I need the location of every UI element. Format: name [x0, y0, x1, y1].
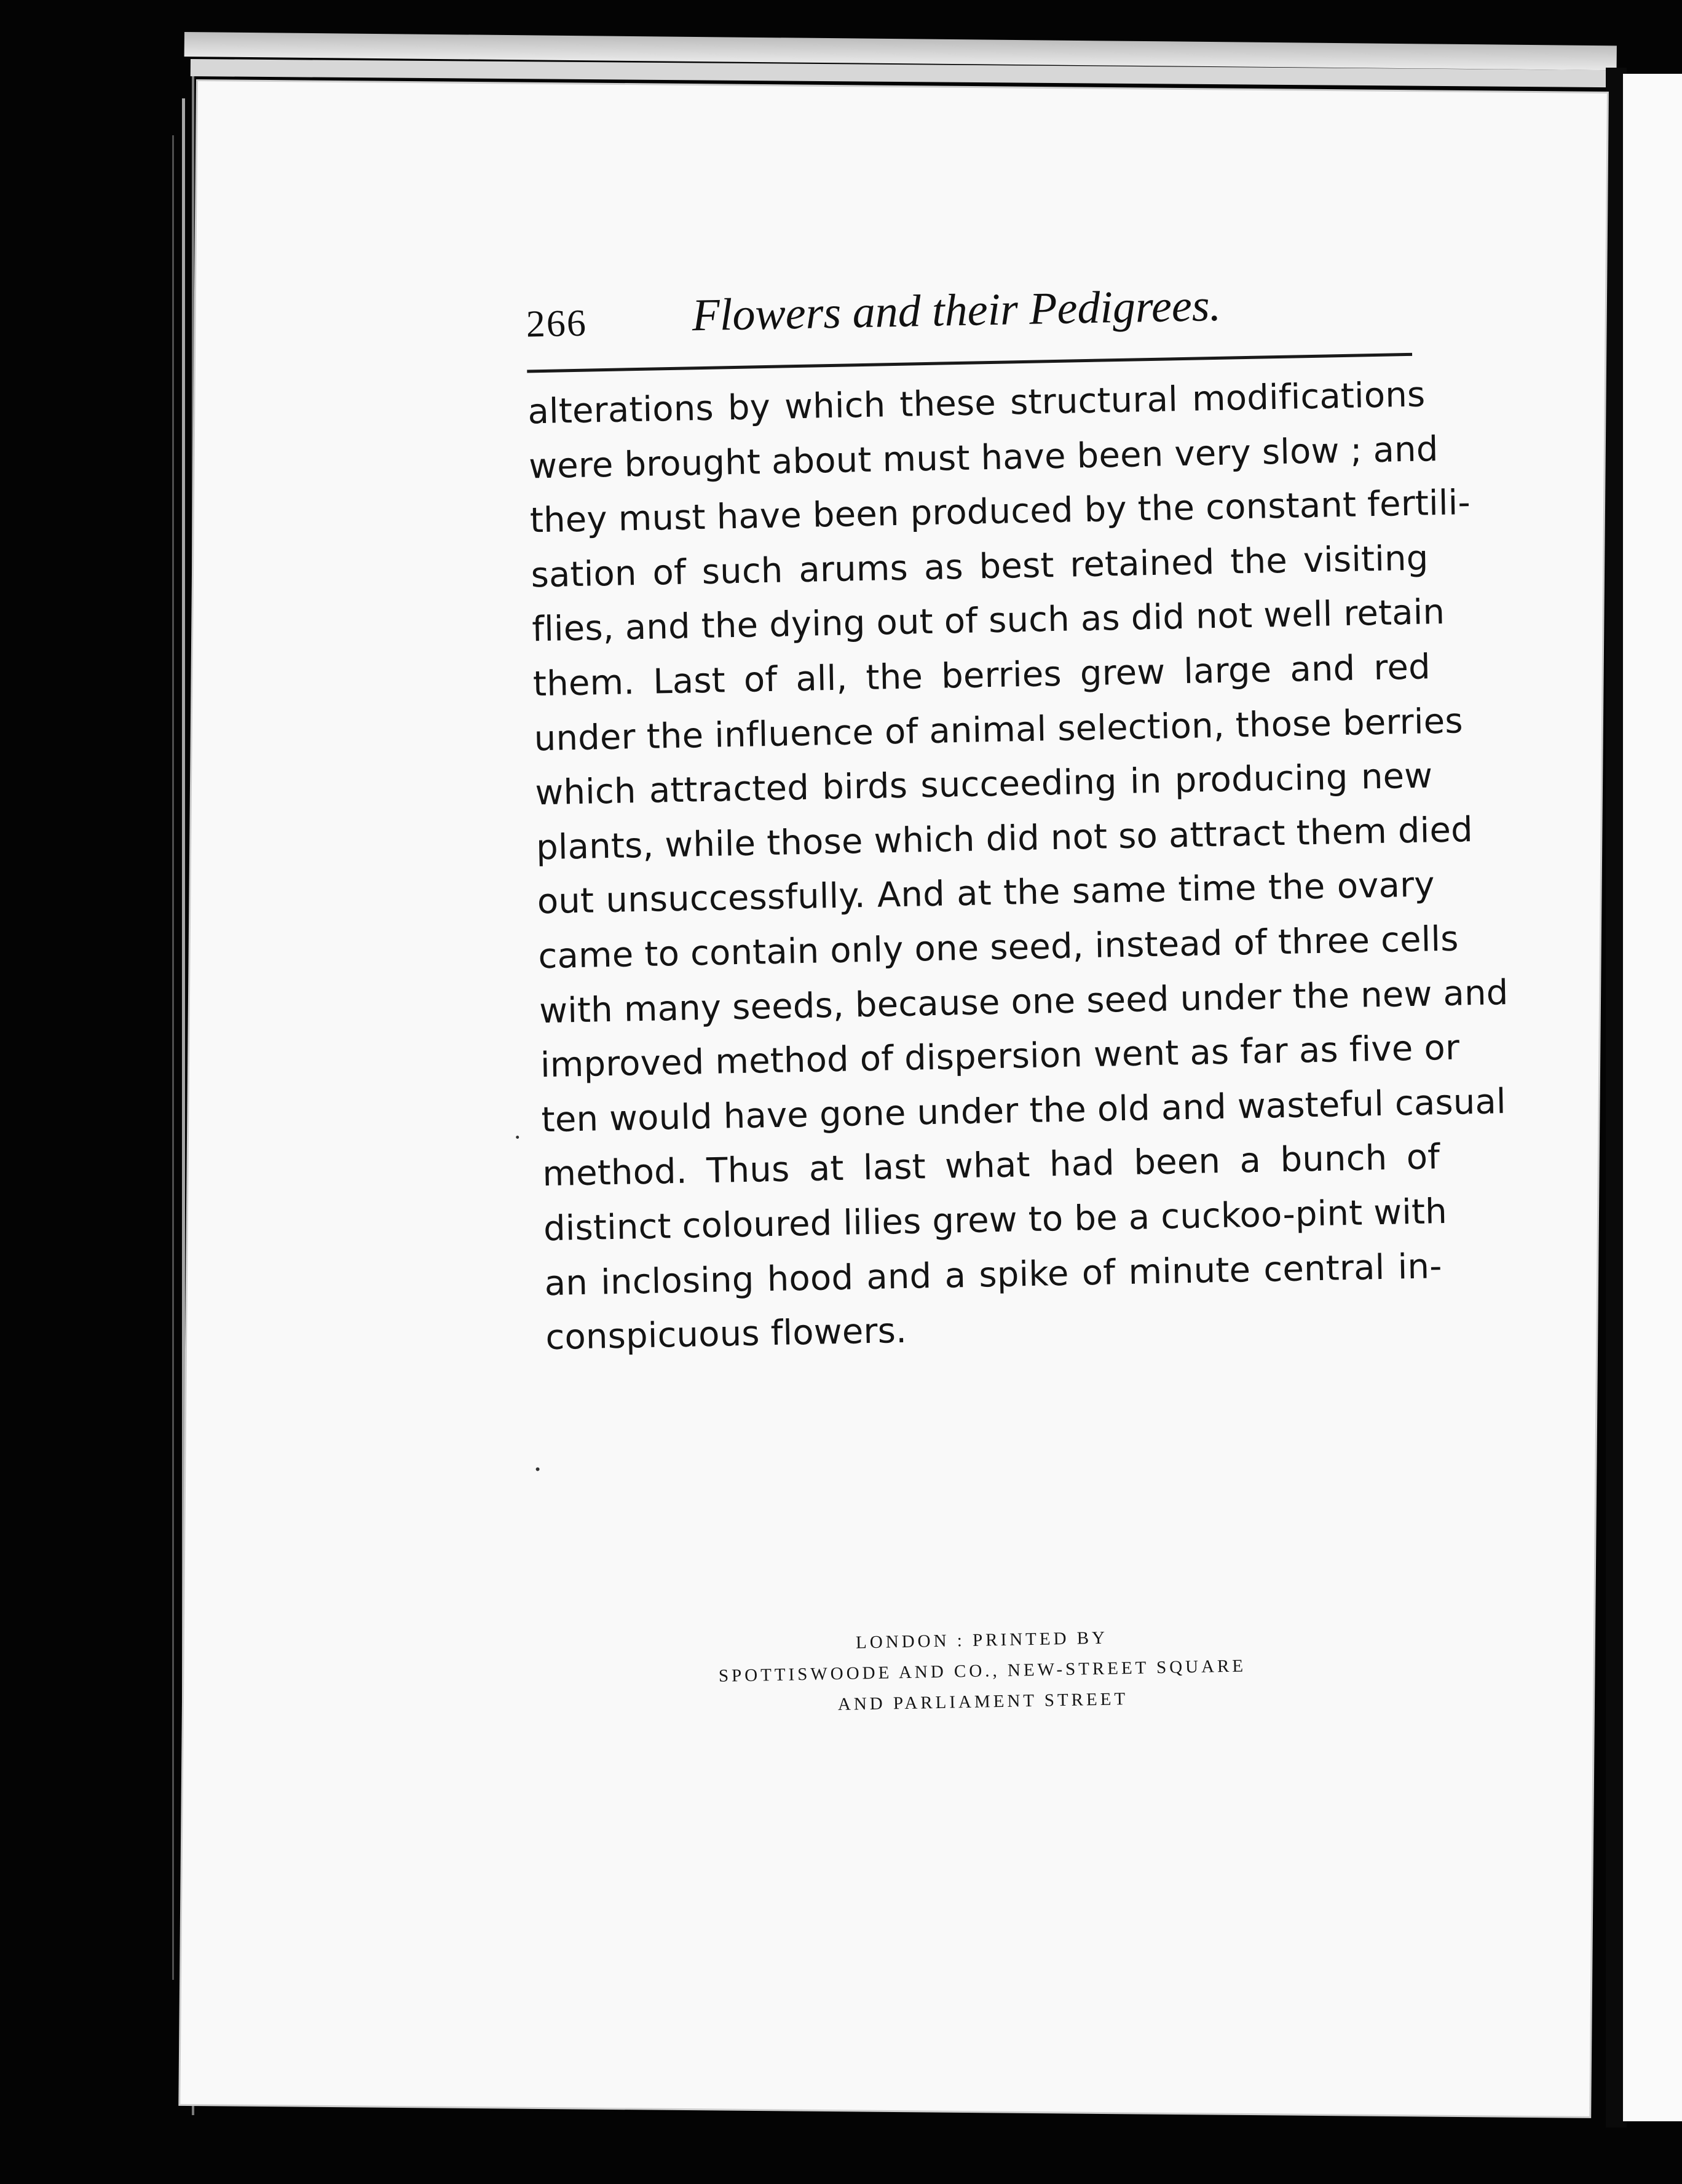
text-line: conspicuous flowers. [545, 1311, 907, 1358]
imprint-line: SPOTTISWOODE AND CO., NEW-STREET SQUARE [718, 1656, 1247, 1686]
running-head [526, 270, 1406, 366]
text-line: method. Thus at last what had been a bunch of [542, 1137, 1440, 1195]
text-line: out unsuccessfully. And at the same time the ovary [537, 865, 1435, 922]
text-line: improved method of dispersion went as far as five or [540, 1027, 1460, 1086]
book-page [180, 81, 1607, 2116]
text-line: were brought about must have been very slow ; and [528, 429, 1439, 487]
text-line: distinct coloured lilies grew to be a cuckoo-pint with [543, 1191, 1448, 1249]
text-line: flies, and the dying out of such as did not well retain [531, 592, 1445, 650]
facing-page [1623, 74, 1682, 2121]
ink-speck [536, 1467, 540, 1471]
text-line: them. Last of all, the berries grew large and red [532, 647, 1431, 705]
text-line: alterations by which these structural modifications [527, 374, 1426, 432]
ink-speck [516, 1136, 519, 1139]
printer-imprint [687, 1619, 1279, 1722]
imprint-line: AND PARLIAMENT STREET [837, 1689, 1129, 1715]
running-title: Flowers and their Pedigrees. [691, 280, 1222, 341]
text-line: which attracted birds succeeding in producing new [534, 756, 1433, 813]
text-line: with many seeds, because one seed under the new and [539, 972, 1509, 1031]
imprint-line: LONDON : PRINTED BY [855, 1628, 1108, 1653]
text-line: they must have been produced by the constant fertili- [529, 483, 1471, 541]
text-line: came to contain only one seed, instead of three cells [537, 919, 1459, 977]
text-line: under the influence of animal selection, those berries [534, 700, 1464, 759]
text-line: an inclosing hood and a spike of minute central in- [544, 1246, 1443, 1304]
text-line: sation of such arums as best retained the visiting [531, 538, 1429, 596]
page-number: 266 [526, 302, 588, 346]
page-content [178, 69, 1625, 2119]
page-edge [172, 135, 174, 1980]
text-line: ten would have gone under the old and wasteful casual [541, 1081, 1507, 1140]
body-text [527, 368, 1509, 1365]
text-line: plants, while those which did not so attract them died [535, 809, 1474, 868]
